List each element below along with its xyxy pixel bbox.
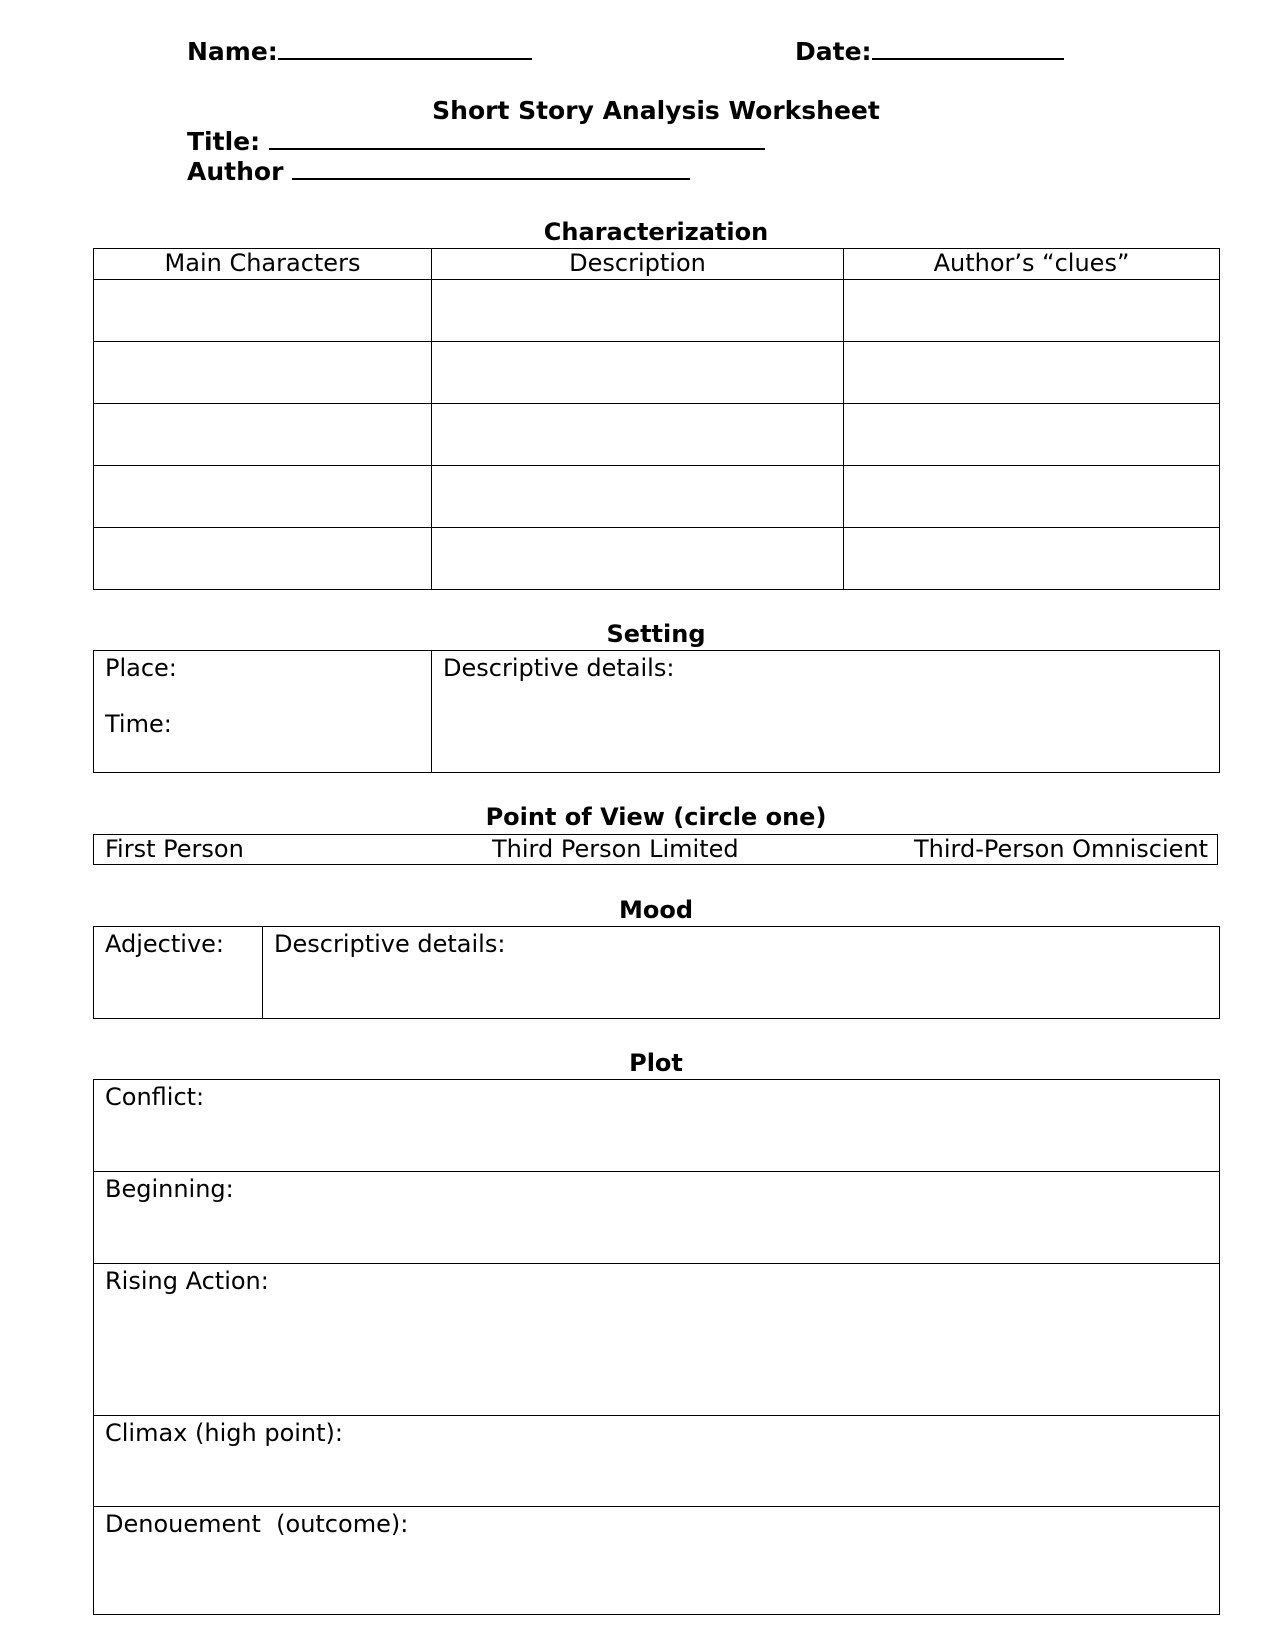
plot-beginning-cell[interactable] [94, 1172, 1220, 1264]
characterization-table [93, 248, 1220, 590]
clues-cell[interactable] [844, 342, 1220, 404]
mood-details-label: Descriptive details: [274, 930, 506, 958]
point-of-view-heading: Point of View (circle one) [485, 803, 827, 831]
time-label: Time: [105, 710, 172, 738]
plot-denouement-label: Denouement (outcome): [105, 1510, 409, 1538]
column-header-authors-clues: Author’s “clues” [844, 249, 1220, 280]
plot-table [93, 1079, 1220, 1615]
plot-beginning-label: Beginning: [105, 1175, 234, 1203]
author-label: Author [187, 157, 284, 186]
description-cell[interactable] [432, 528, 844, 590]
character-cell[interactable] [94, 342, 432, 404]
setting-heading: Setting [606, 620, 706, 648]
description-cell[interactable] [432, 404, 844, 466]
author-blank[interactable] [292, 156, 690, 180]
date-blank[interactable] [872, 36, 1064, 60]
plot-conflict-cell[interactable] [94, 1080, 1220, 1172]
clues-cell[interactable] [844, 466, 1220, 528]
plot-rising-action-cell[interactable] [94, 1264, 1220, 1416]
plot-heading: Plot [629, 1049, 683, 1077]
mood-table [93, 926, 1220, 1019]
story-title-field[interactable] [187, 126, 765, 156]
title-blank[interactable] [269, 126, 765, 150]
title-label: Title: [187, 127, 261, 156]
pov-option-third-person-omniscient[interactable]: Third-Person Omniscient [914, 835, 1209, 863]
clues-cell[interactable] [844, 404, 1220, 466]
column-header-description: Description [432, 249, 844, 280]
description-cell[interactable] [432, 342, 844, 404]
story-author-field[interactable] [187, 156, 690, 186]
name-blank[interactable] [278, 36, 532, 60]
worksheet-title: Short Story Analysis Worksheet [432, 96, 880, 125]
clues-cell[interactable] [844, 280, 1220, 342]
mood-adjective-cell[interactable] [94, 927, 263, 1019]
character-cell[interactable] [94, 404, 432, 466]
plot-rising-action-label: Rising Action: [105, 1267, 269, 1295]
place-label: Place: [105, 654, 177, 682]
plot-climax-label: Climax (high point): [105, 1419, 343, 1447]
characterization-heading: Characterization [543, 218, 769, 246]
character-cell[interactable] [94, 466, 432, 528]
clues-cell[interactable] [844, 528, 1220, 590]
mood-adjective-label: Adjective: [105, 930, 224, 958]
character-cell[interactable] [94, 528, 432, 590]
point-of-view-row [93, 834, 1218, 865]
description-cell[interactable] [432, 280, 844, 342]
plot-denouement-cell[interactable] [94, 1507, 1220, 1615]
mood-details-cell[interactable] [263, 927, 1220, 1019]
mood-heading: Mood [618, 896, 694, 924]
plot-conflict-label: Conflict: [105, 1083, 205, 1111]
name-label: Name: [187, 37, 278, 66]
description-cell[interactable] [432, 466, 844, 528]
setting-table [93, 650, 1220, 773]
date-field[interactable] [795, 36, 1064, 66]
plot-climax-cell[interactable] [94, 1416, 1220, 1507]
date-label: Date: [795, 37, 872, 66]
setting-details-label: Descriptive details: [443, 654, 675, 682]
name-field[interactable] [187, 36, 532, 66]
column-header-main-characters: Main Characters [94, 249, 432, 280]
pov-option-third-person-limited[interactable]: Third Person Limited [492, 835, 739, 863]
pov-option-first-person[interactable]: First Person [105, 835, 244, 863]
setting-details-cell[interactable] [432, 651, 1220, 773]
character-cell[interactable] [94, 280, 432, 342]
place-time-cell[interactable] [94, 651, 432, 773]
